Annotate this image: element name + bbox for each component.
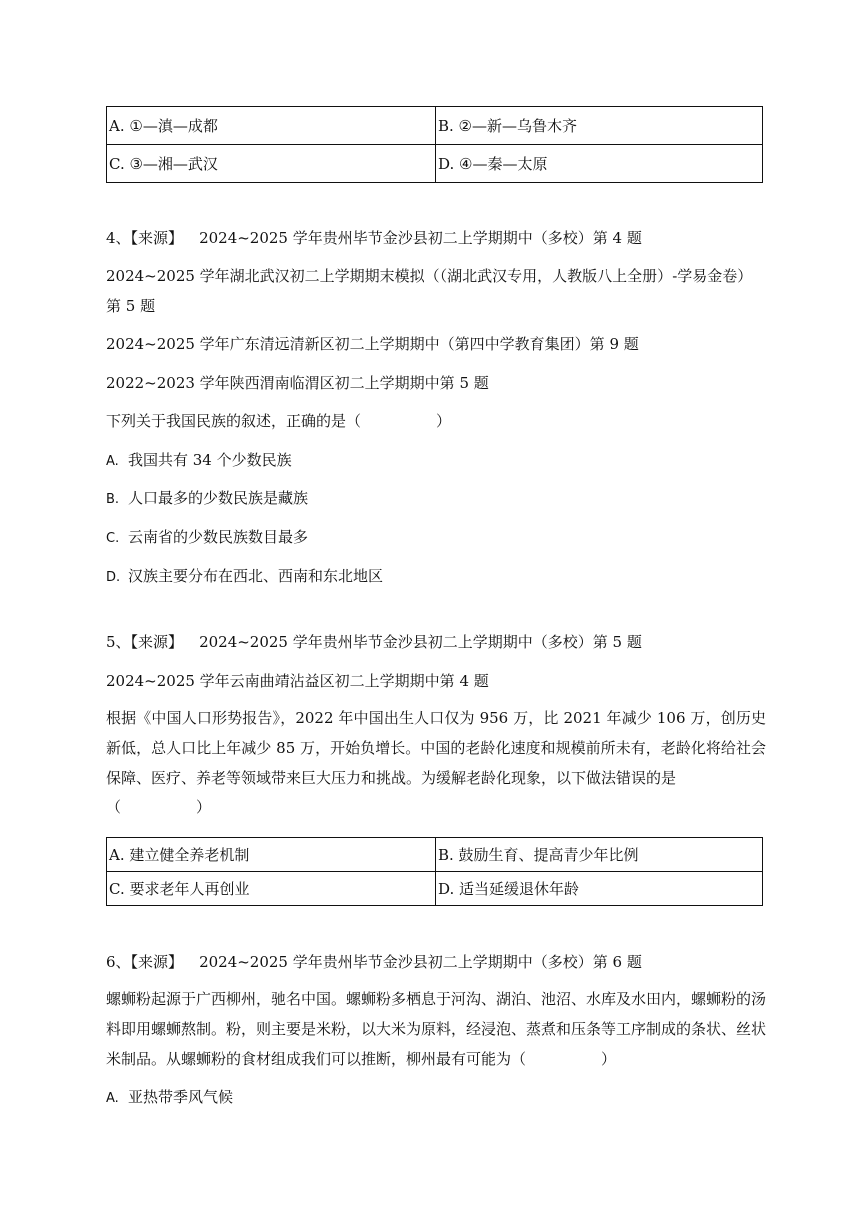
q4-number: 4、 bbox=[106, 229, 131, 247]
q5-blank: （ ） bbox=[106, 798, 212, 816]
q4-source-1: 2024~2025 学年贵州毕节金沙县初二上学期期中（多校）第 4 题 bbox=[199, 229, 642, 247]
q4-source-3: 2024~2025 学年广东清远清新区初二上学期期中（第四中学教育集团）第 9 题 bbox=[106, 335, 639, 353]
q6-header bbox=[106, 953, 642, 971]
q4-option-c[interactable] bbox=[106, 528, 308, 547]
option-letter: A. bbox=[106, 454, 119, 469]
q5-options-row bbox=[107, 872, 763, 906]
q5-options-table bbox=[106, 837, 763, 906]
q4-stem: 下列关于我国民族的叙述，正确的是（ ） bbox=[106, 412, 452, 430]
q4-source-2: 2024~2025 学年湖北武汉初二上学期期末模拟（（湖北武汉专用，人教版八上全册）-学易金卷） bbox=[106, 267, 753, 285]
q5-source-2: 2024~2025 学年云南曲靖沾益区初二上学期期中第 4 题 bbox=[106, 672, 489, 690]
option-text: 汉族主要分布在西北、西南和东北地区 bbox=[128, 567, 384, 585]
q5-option-d[interactable]: D. 适当延缓退休年龄 bbox=[436, 872, 763, 906]
q4-option-d[interactable] bbox=[106, 567, 383, 586]
option-text: 我国共有 34 个少数民族 bbox=[128, 451, 292, 469]
q3-option-b[interactable]: B. ②—新—乌鲁木齐 bbox=[436, 107, 763, 145]
q4-header bbox=[106, 229, 642, 247]
option-letter: B. bbox=[106, 492, 120, 507]
q5-option-b[interactable]: B. 鼓励生育、提高青少年比例 bbox=[436, 838, 763, 872]
q4-option-b[interactable] bbox=[106, 489, 308, 508]
q5-source-1: 2024~2025 学年贵州毕节金沙县初二上学期期中（多校）第 5 题 bbox=[199, 633, 642, 651]
option-text: 亚热带季风气候 bbox=[128, 1088, 234, 1106]
q5-option-a[interactable]: A. 建立健全养老机制 bbox=[107, 838, 436, 872]
q3-option-c[interactable]: C. ③—湘—武汉 bbox=[107, 145, 436, 183]
q3-options-table bbox=[106, 106, 763, 183]
q4-source-tag: 【来源】 bbox=[130, 229, 184, 247]
q6-option-a[interactable] bbox=[106, 1088, 233, 1107]
q6-number: 6、 bbox=[106, 953, 131, 971]
option-letter: D. bbox=[106, 570, 121, 585]
q5-number: 5、 bbox=[106, 633, 131, 651]
q3-option-a[interactable]: A. ①—滇—成都 bbox=[107, 107, 436, 145]
q5-source-tag: 【来源】 bbox=[130, 633, 184, 651]
q6-source-1: 2024~2025 学年贵州毕节金沙县初二上学期期中（多校）第 6 题 bbox=[199, 953, 642, 971]
q6-stem: 螺蛳粉起源于广西柳州，驰名中国。螺蛳粉多栖息于河沟、湖泊、池沼、水库及水田内，螺蛳粉的汤料即用螺蛳熬制。粉，则主要是米粉，以大米为原料，经浸泡、蒸煮和压条等工序制成的条状、丝状米制品。从螺蛳粉的食材组成我们可以推断，柳州最有可能为（ ） bbox=[106, 990, 767, 1068]
q6-source-tag: 【来源】 bbox=[130, 953, 184, 971]
option-text: 云南省的少数民族数目最多 bbox=[128, 528, 309, 546]
q3-options-row bbox=[107, 107, 763, 145]
option-letter: A. bbox=[106, 1091, 119, 1106]
q5-stem: 根据《中国人口形势报告》，2022 年中国出生人口仅为 956 万，比 2021 年减少 106 万，创历史新低，总人口比上年减少 85 万，开始负增长。中国的老龄化速度和规模前所未有，老龄化将给社会保障、医疗、养老等领域带来巨大压力和挑战。为缓解老龄化现象，以下做法错误的是 bbox=[106, 709, 766, 787]
q3-options-row bbox=[107, 145, 763, 183]
option-letter: C. bbox=[106, 531, 120, 546]
option-text: 人口最多的少数民族是藏族 bbox=[128, 489, 309, 507]
q5-options-row bbox=[107, 838, 763, 872]
q4-option-a[interactable] bbox=[106, 451, 292, 470]
q4-source-4: 2022~2023 学年陕西渭南临渭区初二上学期期中第 5 题 bbox=[106, 374, 489, 392]
q5-header bbox=[106, 633, 642, 651]
q3-option-d[interactable]: D. ④—秦—太原 bbox=[436, 145, 763, 183]
q5-option-c[interactable]: C. 要求老年人再创业 bbox=[107, 872, 436, 906]
q4-source-2-cont: 第 5 题 bbox=[106, 297, 156, 315]
